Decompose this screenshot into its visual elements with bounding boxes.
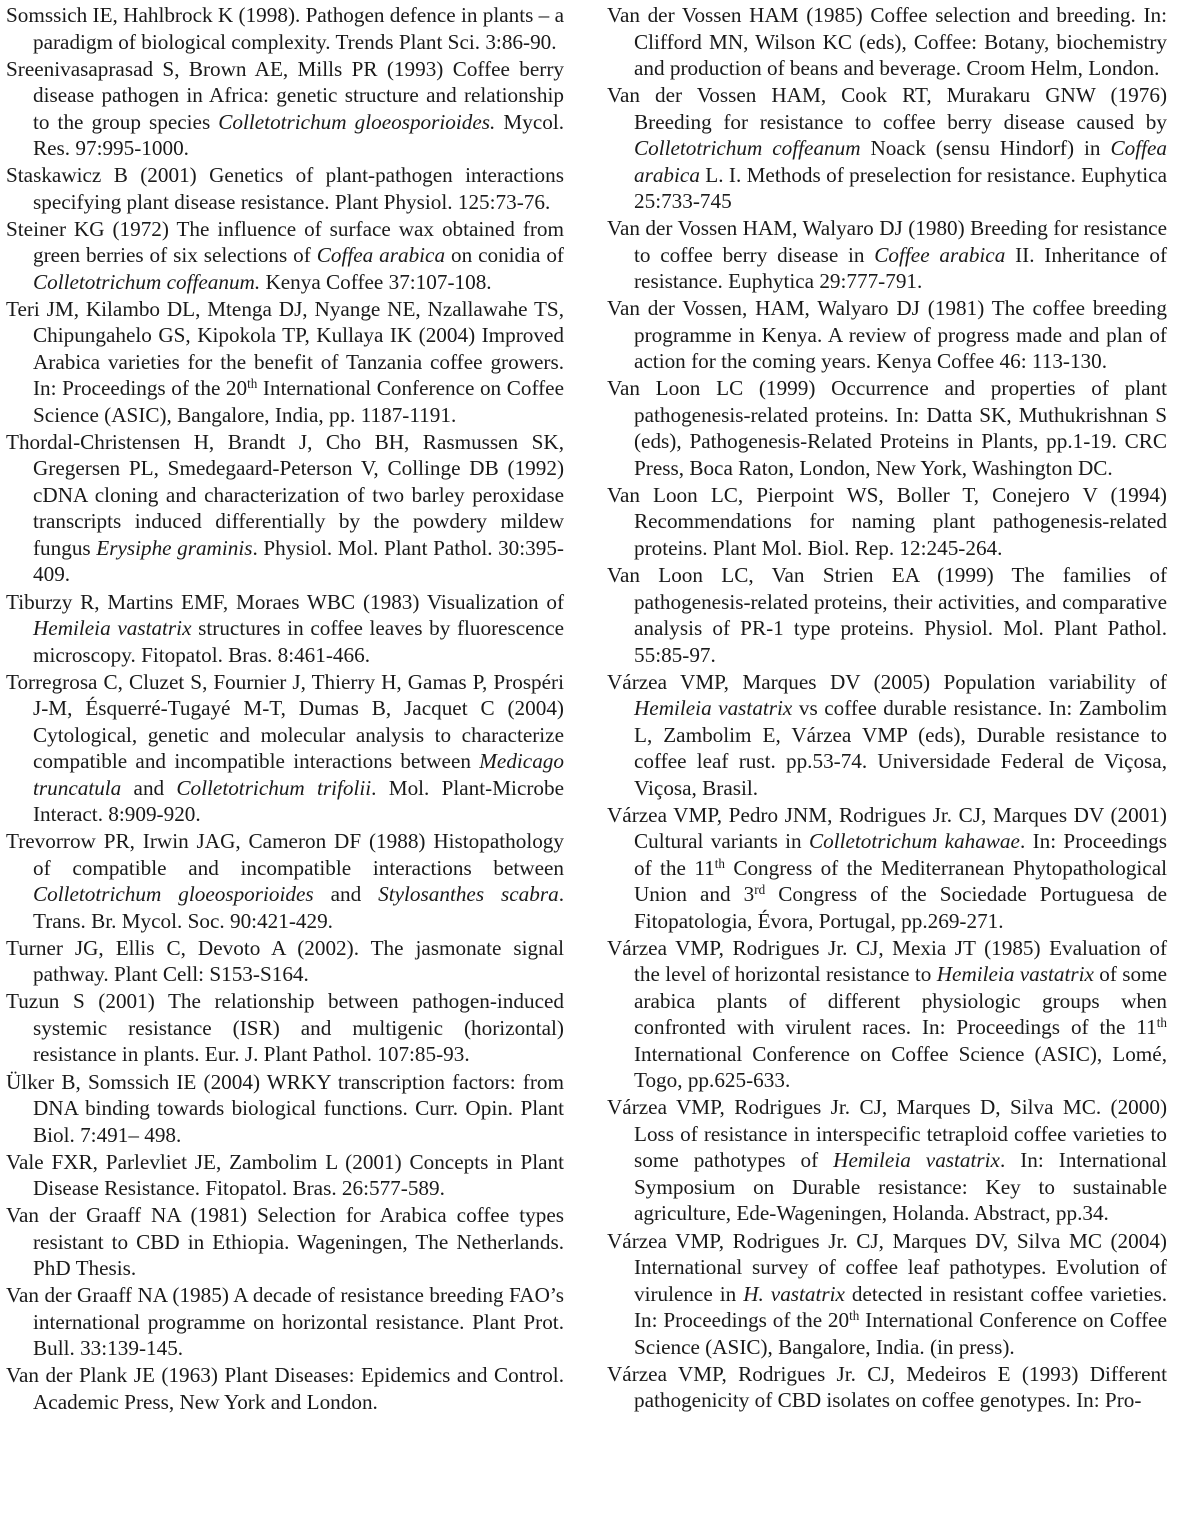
reference-text: Congress of the Sociedade Portuguesa de Fitopatologia, Évora, Portugal, pp.269-271. <box>634 882 1167 933</box>
reference-text: . Trans. Br. Mycol. Soc. 90:421-429. <box>33 882 565 933</box>
reference-text: Torregrosa C, Cluzet S, Fournier J, Thierry H, Gamas P, Prospéri J-M, Ésquerré-Tugayé M-T, Dumas B, Jacquet C (2004) Cytological, genetic and molecular analysis to characterize compatible and incompatible interactions between <box>6 669 564 774</box>
reference-entry <box>607 562 1167 668</box>
reference-text: Van der Vossen HAM, Cook RT, Murakaru GNW (1976) Breeding for resistance to coffee berry disease caused by <box>607 83 1167 134</box>
reference-text: Van der Graaff NA (1981) Selection for Arabica coffee types resistant to CBD in Ethiopia. Wageningen, The Netherlands. PhD Thesis. <box>6 1203 564 1281</box>
reference-text: International Conference on Coffee Science (ASIC), Bangalore, India. (in press). <box>634 1308 1167 1359</box>
reference-entry <box>6 1202 564 1282</box>
reference-text: Teri JM, Kilambo DL, Mtenga DJ, Nyange NE, Nzallawahe TS, Chipungahelo GS, Kipokola TP, Kullaya IK (2004) Improved Arabica varieties for the benefit of Tanzania coffee growers. In: Proceedings of the 20 <box>6 296 564 401</box>
reference-text: Thordal-Christensen H, Brandt J, Cho BH, Rasmussen SK, Gregersen PL, Smedegaard-Peterson V, Collinge DB (1992) cDNA cloning and characterization of two barley peroxidase transcripts induced differentially by the powdery mildew fungus <box>6 429 564 560</box>
reference-entry <box>607 669 1167 802</box>
italic-species-name: Colletotrichum trifolii <box>176 775 372 800</box>
reference-text: vs coffee durable resistance. In: Zambolim L, Zambolim E, Várzea VMP (eds), Durable resistance to coffee leaf rust. pp.53-74. Universidade Federal de Viçosa, Viçosa, Brasil. <box>634 696 1167 800</box>
reference-text: Van Loon LC, Pierpoint WS, Boller T, Conejero V (1994) Recommendations for naming plant pathogenesis-related proteins. Plant Mol. Biol. Rep. 12:245-264. <box>607 482 1167 560</box>
italic-species-name: Colletotrichum coffeanum. <box>33 269 261 294</box>
italic-species-name: Stylosanthes scabra <box>378 882 559 907</box>
reference-entry <box>607 482 1167 562</box>
reference-text: of some arabica plants of different physiologic groups when confronted with virulent races. In: Proceedings of the 11 <box>634 962 1168 1040</box>
reference-text: L. I. Methods of preselection for resistance. Euphytica 25:733-745 <box>634 162 1167 214</box>
reference-text: . In: Proceedings of the 11 <box>634 829 1167 880</box>
italic-species-name: Coffee arabica <box>874 242 1006 267</box>
italic-species-name: Hemileia vastatrix <box>634 696 793 721</box>
reference-text: Noack (sensu Hindorf) in <box>860 136 1111 161</box>
reference-text: Van der Vossen HAM (1985) Coffee selection and breeding. In: Clifford MN, Wilson KC (eds), Coffee: Botany, biochemistry and production of beans and beverage. Croom Helm, London. <box>607 3 1167 80</box>
reference-entry <box>6 56 564 162</box>
reference-text: Staskawicz B (2001) Genetics of plant-pathogen interactions specifying plant disease resistance. Plant Physiol. 125:73-76. <box>6 163 564 214</box>
reference-text: Várzea VMP, Rodrigues Jr. CJ, Marques D, Silva MC. (2000) Loss of resistance in interspecific tetraploid coffee varieties to some pathotypes of <box>607 1095 1167 1173</box>
references-right-column <box>607 2 1167 1414</box>
reference-entry <box>6 162 564 215</box>
reference-text: Congress of the Mediterranean Phytopathological Union and 3 <box>634 855 1167 907</box>
italic-species-name: H. vastatrix <box>743 1281 845 1306</box>
reference-text: Várzea VMP, Pedro JNM, Rodrigues Jr. CJ, Marques DV (2001) Cultural variants in <box>607 802 1167 854</box>
reference-text: Kenya Coffee 37:107-108. <box>260 269 492 294</box>
italic-species-name: Medicago truncatula <box>33 749 564 800</box>
reference-text: Van Loon LC, Van Strien EA (1999) The families of pathogenesis-related proteins, their activities, and comparative analysis of PR-1 type proteins. Physiol. Mol. Plant Pathol. 55:85-97. <box>607 563 1167 667</box>
reference-text: Mycol. Res. 97:995-1000. <box>33 109 564 161</box>
reference-text: Várzea VMP, Marques DV (2005) Population variability of <box>607 669 1167 694</box>
ordinal-superscript: th <box>714 855 725 871</box>
reference-entry <box>6 1282 564 1362</box>
reference-text: Trevorrow PR, Irwin JAG, Cameron DF (1988) Histopathology of compatible and incompatible interactions between <box>6 829 564 880</box>
reference-entry <box>6 216 564 296</box>
italic-species-name: Colletotrichum gloeosporioides. <box>218 109 496 134</box>
reference-entry <box>607 82 1167 215</box>
reference-text: and <box>121 775 177 800</box>
reference-text: International Conference on Coffee Science (ASIC), Lomé, Togo, pp.625-633. <box>634 1041 1167 1093</box>
reference-text: International Conference on Coffee Science (ASIC), Bangalore, India, pp. 1187-1191. <box>33 376 564 427</box>
reference-text: Várzea VMP, Rodrigues Jr. CJ, Mexia JT (1985) Evaluation of the level of horizontal resistance to <box>607 935 1167 987</box>
reference-entry <box>6 828 564 934</box>
reference-text: Várzea VMP, Rodrigues Jr. CJ, Medeiros E (1993) Different pathogenicity of CBD isolates on coffee genotypes. In: Pro- <box>607 1361 1167 1413</box>
reference-text: Turner JG, Ellis C, Devoto A (2002). The jasmonate signal pathway. Plant Cell: S153-S164. <box>6 935 564 987</box>
reference-text: II. Inheritance of resistance. Euphytica 29:777-791. <box>634 242 1168 294</box>
reference-text: detected in resistant coffee varieties. In: Proceedings of the 20 <box>634 1281 1167 1333</box>
reference-entry <box>607 2 1167 82</box>
reference-text: . Mol. Plant-Microbe Interact. 8:909-920. <box>33 775 564 827</box>
reference-entry <box>6 669 564 828</box>
reference-text: on conidia of <box>445 243 564 268</box>
reference-text: . Physiol. Mol. Plant Pathol. 30:395-409. <box>33 535 564 587</box>
reference-text: Sreenivasaprasad S, Brown AE, Mills PR (1993) Coffee berry disease pathogen in Africa: genetic structure and relationship to the group species <box>6 56 564 134</box>
ordinal-superscript: th <box>849 1307 860 1323</box>
italic-species-name: Hemileia vastatrix <box>833 1148 1000 1173</box>
reference-text: Van Loon LC (1999) Occurrence and properties of plant pathogenesis-related proteins. In: Datta SK, Muthukrishnan S (eds), Pathogenesis-Related Proteins in Plants, pp.1-19. CRC Press, Boca Raton, London, New York, Washington DC. <box>607 376 1167 480</box>
reference-text: and <box>313 882 379 907</box>
reference-entry <box>607 935 1167 1094</box>
reference-entry <box>6 1069 564 1149</box>
italic-species-name: Erysiphe graminis <box>96 535 253 560</box>
reference-entry <box>6 296 564 429</box>
reference-text: Vale FXR, Parlevliet JE, Zambolim L (2001) Concepts in Plant Disease Resistance. Fitopatol. Bras. 26:577-589. <box>6 1149 564 1201</box>
reference-text: . In: International Symposium on Durable resistance: Key to sustainable agriculture, Ede-Wageningen, Holanda. Abstract, pp.34. <box>634 1148 1168 1226</box>
reference-entry <box>6 2 564 55</box>
italic-species-name: Colletotrichum gloeosporioides <box>33 882 314 907</box>
ordinal-superscript: rd <box>754 882 766 898</box>
reference-text: Van der Vossen HAM, Walyaro DJ (1980) Breeding for resistance to coffee berry disease in <box>607 216 1167 267</box>
references-left-column <box>6 2 564 1416</box>
italic-species-name: Hemileia vastatrix <box>33 616 192 641</box>
italic-species-name: Hemileia vastatrix <box>936 962 1094 987</box>
italic-species-name: Colletotrichum coffeanum <box>634 136 861 161</box>
reference-text: Van der Graaff NA (1985) A decade of resistance breeding FAO’s international programme on horizontal resistance. Plant Prot. Bull. 33:139-145. <box>6 1283 564 1361</box>
reference-text: Steiner KG (1972) The influence of surface wax obtained from green berries of six selections of <box>6 216 564 268</box>
reference-text: Van der Vossen, HAM, Walyaro DJ (1981) The coffee breeding programme in Kenya. A review of progress made and plan of action for the coming years. Kenya Coffee 46: 113-130. <box>607 296 1167 374</box>
reference-entry <box>6 429 564 588</box>
reference-text: Tiburzy R, Martins EMF, Moraes WBC (1983) Visualization of <box>6 589 564 614</box>
ordinal-superscript: th <box>1156 1015 1167 1031</box>
reference-text: Somssich IE, Hahlbrock K (1998). Pathogen defence in plants – a paradigm of biological complexity. Trends Plant Sci. 3:86-90. <box>6 3 564 54</box>
reference-entry <box>607 1361 1167 1414</box>
reference-entry <box>6 1362 564 1415</box>
ordinal-superscript: th <box>247 376 258 392</box>
reference-entry <box>607 802 1167 935</box>
reference-entry <box>6 589 564 669</box>
italic-species-name: Colletotrichum kahawae <box>808 829 1020 854</box>
reference-entry <box>6 1149 564 1202</box>
reference-entry <box>607 295 1167 375</box>
reference-entry <box>6 935 564 988</box>
reference-text: Ülker B, Somssich IE (2004) WRKY transcription factors: from DNA binding towards biological functions. Curr. Opin. Plant Biol. 7:491– 498. <box>6 1069 564 1147</box>
italic-species-name: Coffea arabica <box>634 136 1167 187</box>
reference-entry <box>6 988 564 1068</box>
reference-text: Várzea VMP, Rodrigues Jr. CJ, Marques DV, Silva MC (2004) International survey of coffee leaf pathotypes. Evolution of virulence in <box>607 1228 1167 1306</box>
reference-text: Van der Plank JE (1963) Plant Diseases: Epidemics and Control. Academic Press, New York and London. <box>6 1363 564 1414</box>
reference-entry <box>607 375 1167 481</box>
reference-text: structures in coffee leaves by fluorescence microscopy. Fitopatol. Bras. 8:461-466. <box>33 616 565 667</box>
reference-entry <box>607 1228 1167 1361</box>
reference-text: Tuzun S (2001) The relationship between pathogen-induced systemic resistance (ISR) and multigenic (horizontal) resistance in plants. Eur. J. Plant Pathol. 107:85-93. <box>6 989 564 1067</box>
italic-species-name: Coffea arabica <box>316 243 446 268</box>
reference-entry <box>607 215 1167 295</box>
reference-entry <box>607 1094 1167 1227</box>
